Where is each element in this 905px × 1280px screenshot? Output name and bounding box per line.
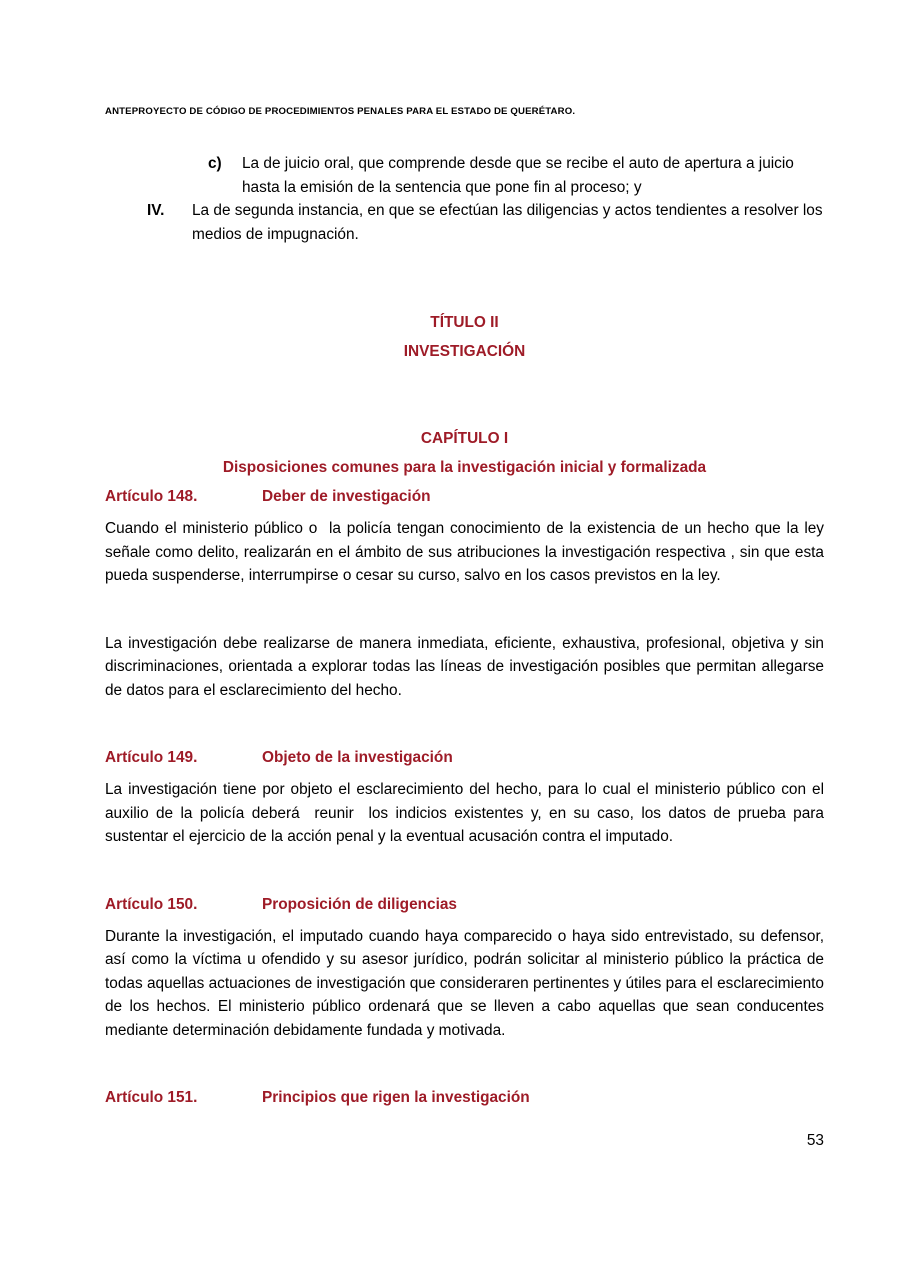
article-148 <box>105 486 829 702</box>
article-heading <box>105 486 824 508</box>
paragraph-gap <box>105 611 824 632</box>
list-item-text: La de segunda instancia, en que se efectúan las diligencias y actos tendientes a resolver los medios de impugnación. <box>192 202 827 243</box>
enumerated-list <box>105 152 827 246</box>
running-header: ANTEPROYECTO DE CÓDIGO DE PROCEDIMIENTOS PENALES PARA EL ESTADO DE QUERÉTARO. <box>105 106 576 117</box>
article-151 <box>105 1087 824 1109</box>
article-paragraph: La investigación tiene por objeto el esclarecimiento del hecho, para lo cual el ministerio público con el auxilio de la policía deberá reunir los indicios existentes y, en su caso, los datos de prueba para sustentar el ejercicio de la acción penal y la eventual acusación contra el imputado. <box>105 781 829 845</box>
page-number: 53 <box>806 1132 824 1149</box>
article-heading <box>105 1087 824 1109</box>
article-paragraph: La investigación debe realizarse de manera inmediata, eficiente, exhaustiva, profesional, objetiva y sin discriminaciones, orientada a explorar todas las líneas de investigación posibles que permitan allegarse de datos para el esclarecimiento del hecho. <box>105 634 829 699</box>
article-150 <box>105 894 829 1043</box>
title-spacer <box>105 366 824 395</box>
article-title: Objeto de la investigación <box>262 749 453 766</box>
chapter-subheading: Disposiciones comunes para la investigación inicial y formalizada <box>222 459 707 476</box>
article-heading <box>105 747 824 769</box>
title-spacer-2 <box>105 395 824 424</box>
list-item <box>105 152 824 199</box>
article-title: Deber de investigación <box>262 488 431 505</box>
article-gap <box>105 725 824 747</box>
article-heading <box>105 894 824 916</box>
article-title: Principios que rigen la investigación <box>262 1089 530 1106</box>
article-149 <box>105 747 829 849</box>
title-subheading: INVESTIGACIÓN <box>403 343 526 360</box>
article-title: Proposición de diligencias <box>262 895 457 913</box>
article-gap <box>105 1065 824 1087</box>
article-number: Artículo 148. <box>105 488 198 505</box>
article-number: Artículo 151. <box>105 1089 198 1106</box>
article-paragraph: Durante la investigación, el imputado cuando haya comparecido o haya sido entrevistado, su defensor, así como la víctima u ofendido y su asesor jurídico, podrán solicitar al ministerio público la práctica de todas aquellas actuaciones de investigación que consideraren pertinentes y útiles para el esclarecimiento de los hechos. El ministerio público ordenará que se lleven a cabo aquellas que sean conducentes mediante determinación debidamente fundada y motivada. <box>105 927 829 1039</box>
list-item-marker: c) <box>208 155 222 172</box>
title-block <box>105 308 824 482</box>
chapter-heading: CAPÍTULO I <box>420 430 509 447</box>
list-item-text: La de juicio oral, que comprende desde que se recibe el auto de apertura a juicio hasta la emisión de la sentencia que pone fin al proceso; y <box>242 155 799 196</box>
articles-section <box>105 486 829 1118</box>
title-heading: TÍTULO II <box>430 314 499 331</box>
list-item-marker: IV. <box>147 202 165 219</box>
article-number: Artículo 150. <box>105 895 198 913</box>
list-item <box>105 199 827 246</box>
article-paragraph: Cuando el ministerio público o la policía tengan conocimiento de la existencia de un hecho que la ley señale como delito, realizarán en el ámbito de sus atribuciones la investigación respectiva , sin que esta pueda suspenderse, interrumpirse o cesar su curso, salvo en los casos previstos en la ley. <box>105 520 829 584</box>
article-gap <box>105 872 824 894</box>
article-number: Artículo 149. <box>105 749 198 766</box>
